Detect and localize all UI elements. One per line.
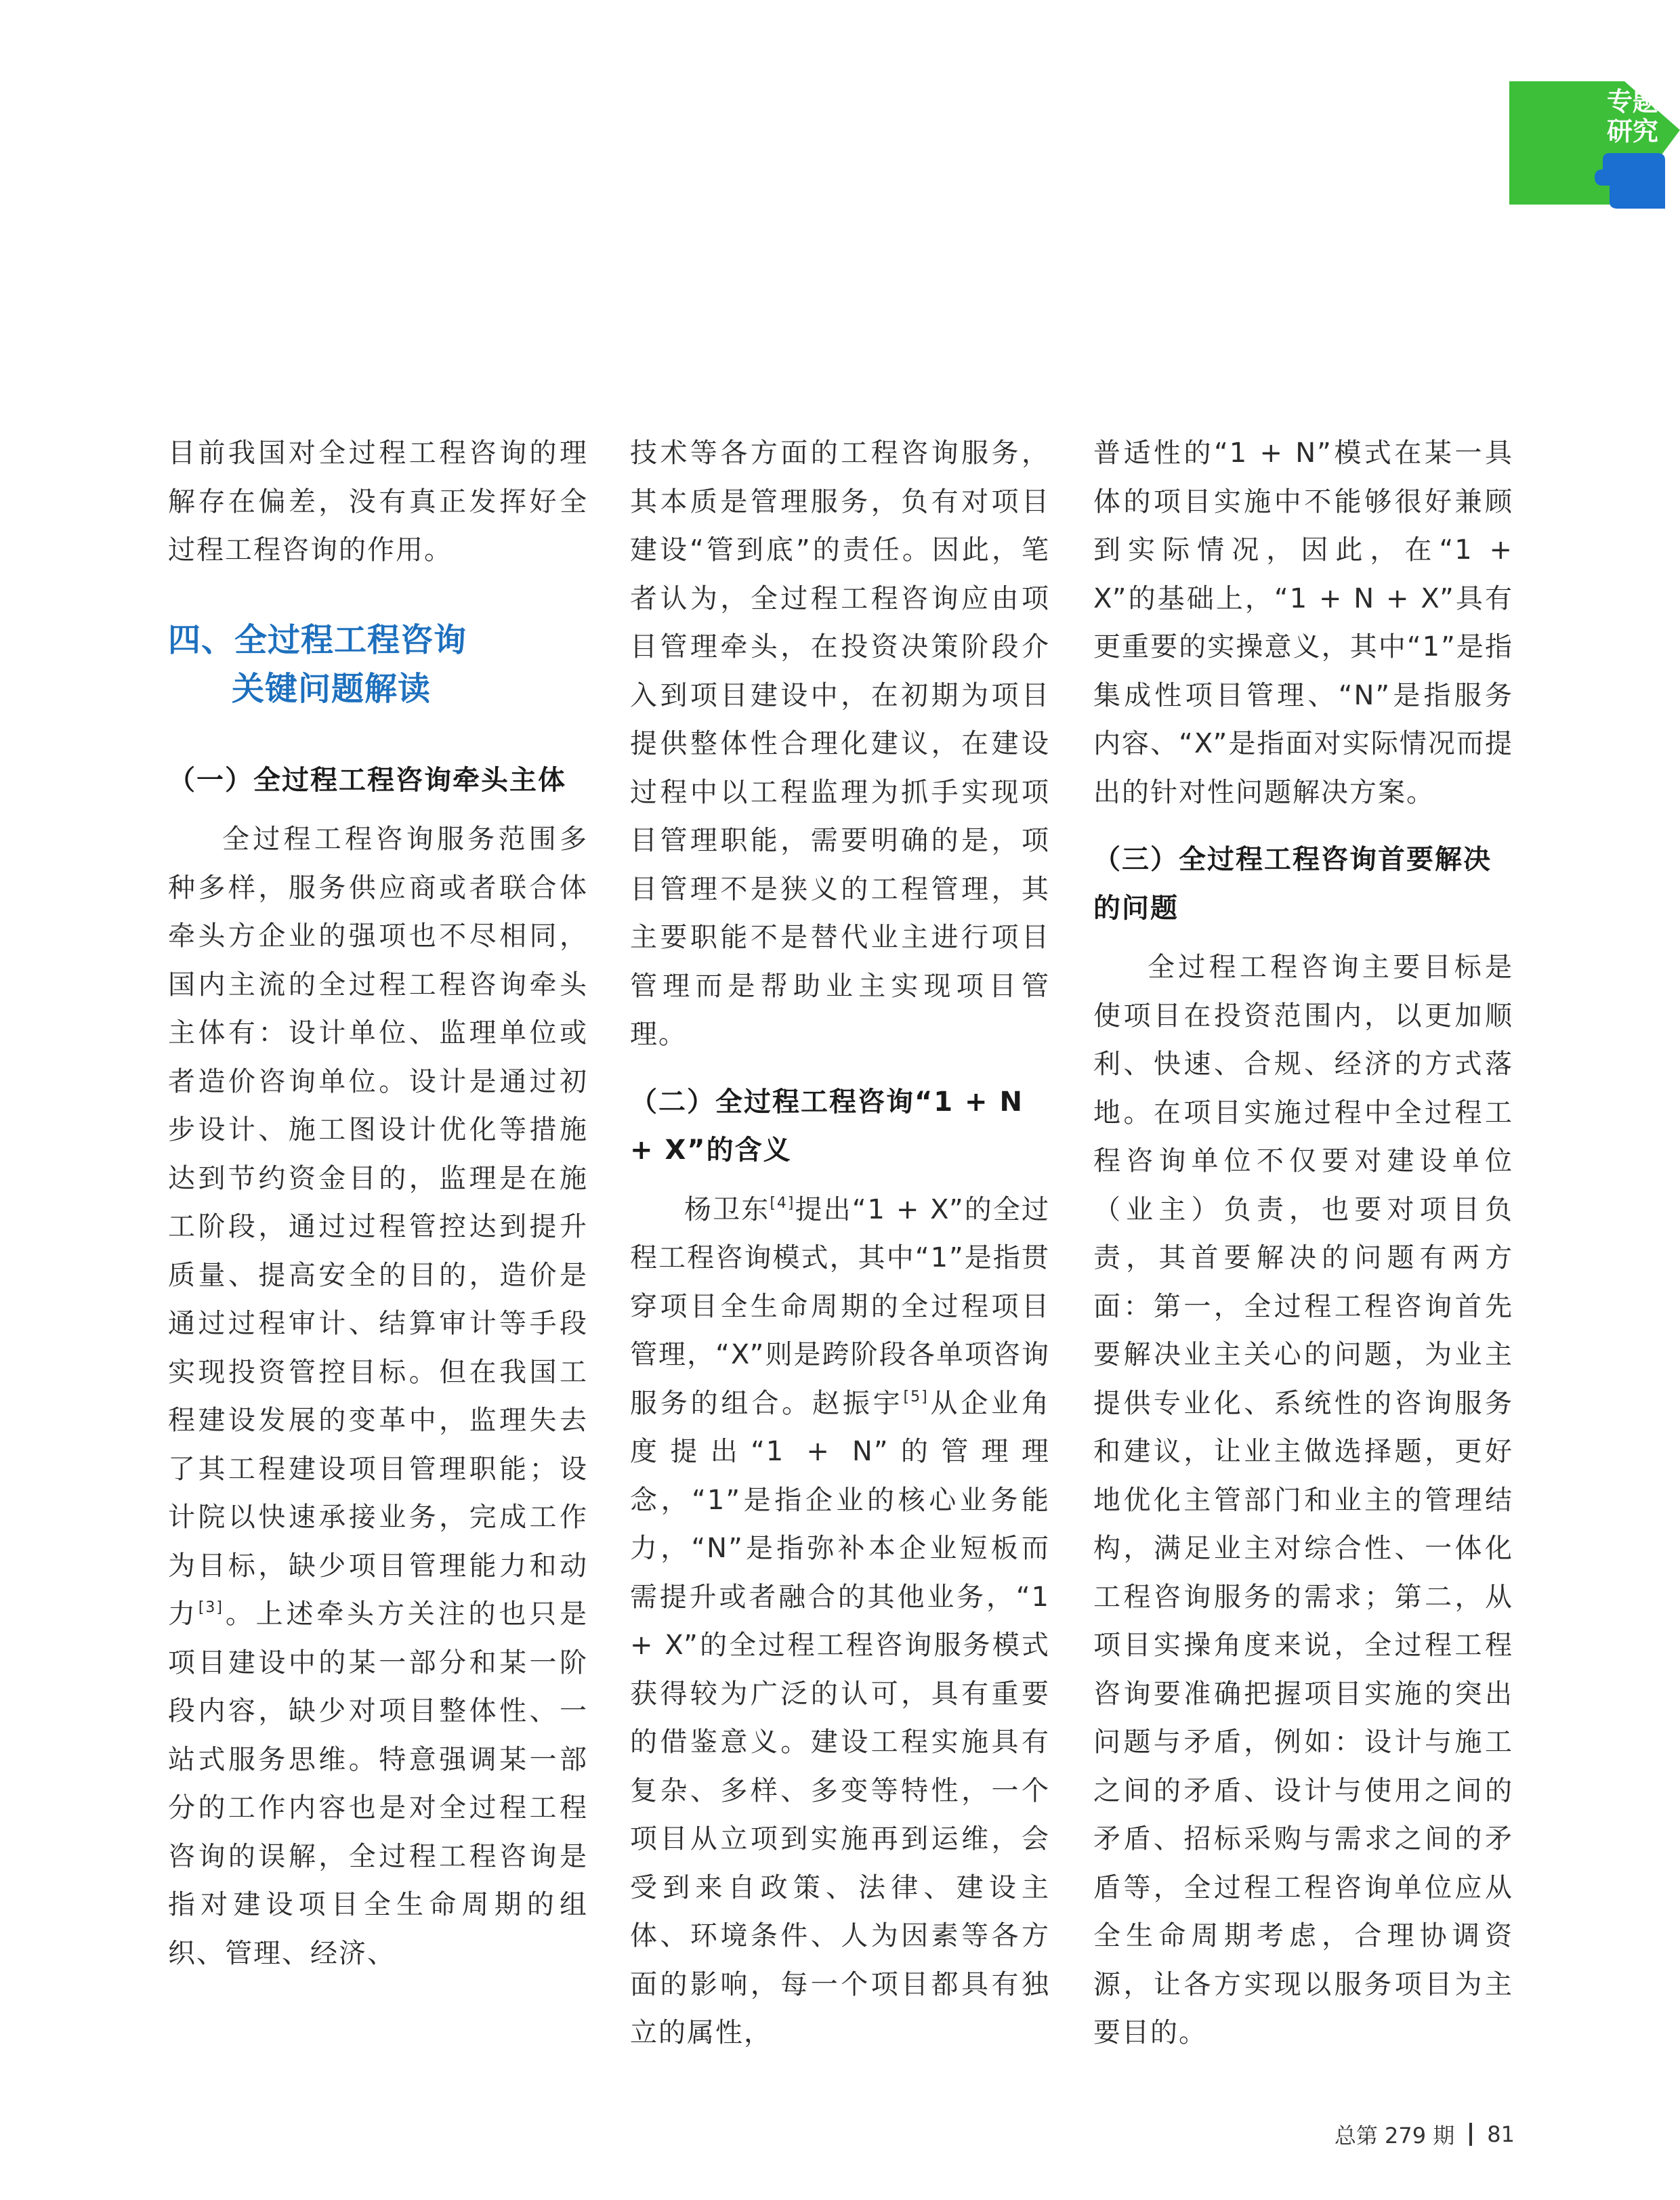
subsection-heading: （二）全过程工程咨询“1 + N + X”的含义: [630, 1086, 1024, 1166]
paragraph: 全过程工程咨询主要目标是使项目在投资范围内，以更加顺利、快速、合规、经济的方式落地。在项目实施过程中全过程工程咨询单位不仅要对建设单位（业主）负责，也要对项目负责，其首要解决的问题有两方面：第一，全过程工程咨询首先要解决业主关心的问题，为业主提供专业化、系统性的咨询服务和建议，让业主做选择题，更好地优化主管部门和业主的管理结构，满足业主对综合性、一体化工程咨询服务的需求；第二，从项目实操角度来说，全过程工程咨询要准确把握项目实施的突出问题与矛盾，例如：设计与施工之间的矛盾、设计与使用之间的矛盾、招标采购与需求之间的矛盾等，全过程工程咨询单位应从全生命周期考虑，合理协调资源，让各方实现以服务项目为主要目的。: [1093, 952, 1513, 2048]
tab-label-line2: 研究: [1606, 117, 1658, 146]
subsection-heading: （一）全过程工程咨询牵头主体: [168, 764, 566, 796]
paragraph: 技术等各方面的工程咨询服务，其本质是管理服务，负有对项目建设“管到底”的责任。因此，笔者认为，全过程工程咨询应由项目管理牵头，在投资决策阶段介入到项目建设中，在初期为项目提供整体性合理化建议，在建设过程中以工程监理为抓手实现项目管理职能，需要明确的是，项目管理不是狭义的工程管理，其主要职能不是替代业主进行项目管理而是帮助业主实现项目管理。: [630, 438, 1050, 1050]
paragraph: 普适性的“1 + N”模式在某一具体的项目实施中不能够很好兼顾到实际情况，因此，在“1 + X”的基础上，“1 + N + X”具有更重要的实操意义，其中“1”是指集成性项目管理、“N”是指服务内容、“X”是指面对实际情况而提出的针对性问题解决方案。: [1093, 438, 1513, 808]
section-heading-line2: 关键问题解读: [232, 669, 432, 708]
citation: [4]: [770, 1194, 795, 1212]
column-1: [168, 429, 588, 1978]
issue-number: 总第 279 期: [1334, 2123, 1455, 2149]
paragraph: 杨卫东[4]提出“1 + X”的全过程工程咨询模式，其中“1”是指贯穿项目全生命周期的全过程项目管理，“X”则是跨阶段各单项咨询服务的组合。赵振宇[5]从企业角度提出“1 + N”的管理理念，“1”是指企业的核心业务能力，“N”是指弥补本企业短板而需提升或者融合的其他业务，“1 + X”的全过程工程咨询服务模式获得较为广泛的认可，具有重要的借鉴意义。建设工程实施具有复杂、多样、多变等特性，一个项目从立项到实施再到运维，会受到来自政策、法律、建设主体、环境条件、人为因素等各方面的影响，每一个项目都具有独立的属性，: [630, 1193, 1051, 2048]
citation: [3]: [198, 1599, 224, 1616]
subsection-heading: （三）全过程工程咨询首要解决的问题: [1093, 844, 1492, 924]
footer-divider: [1469, 2123, 1472, 2146]
citation: [5]: [903, 1388, 929, 1405]
page-number: 81: [1487, 2121, 1515, 2147]
paragraph: 目前我国对全过程工程咨询的理解存在偏差，没有真正发挥好全过程工程咨询的作用。: [168, 438, 588, 566]
column-3: [1093, 429, 1513, 2058]
page-footer: [1335, 2119, 1515, 2150]
column-2: [630, 429, 1050, 2058]
tab-label-line1: 专题: [1606, 87, 1658, 117]
section-heading-line1: 四、全过程工程咨询: [168, 620, 467, 659]
paragraph: 全过程工程咨询服务范围多种多样，服务供应商或者联合体牵头方企业的强项也不尽相同，国内主流的全过程工程咨询牵头主体有：设计单位、监理单位或者造价咨询单位。设计是通过初步设计、施工图设计优化等措施达到节约资金目的，监理是在施工阶段，通过过程管控达到提升质量、提高安全的目的，造价是通过过程审计、结算审计等手段实现投资管控目标。但在我国工程建设发展的变革中，监理失去了其工程建设项目管理职能；设计院以快速承接业务，完成工作为目标，缺少项目管理能力和动力[3]。上述牵头方关注的也只是项目建设中的某一部分和某一阶段内容，缺少对项目整体性、一站式服务思维。特意强调某一部分的工作内容也是对全过程工程咨询的误解，全过程工程咨询是指对建设项目全生命周期的组织、管理、经济、: [168, 824, 589, 1969]
section-heading: [168, 616, 588, 713]
